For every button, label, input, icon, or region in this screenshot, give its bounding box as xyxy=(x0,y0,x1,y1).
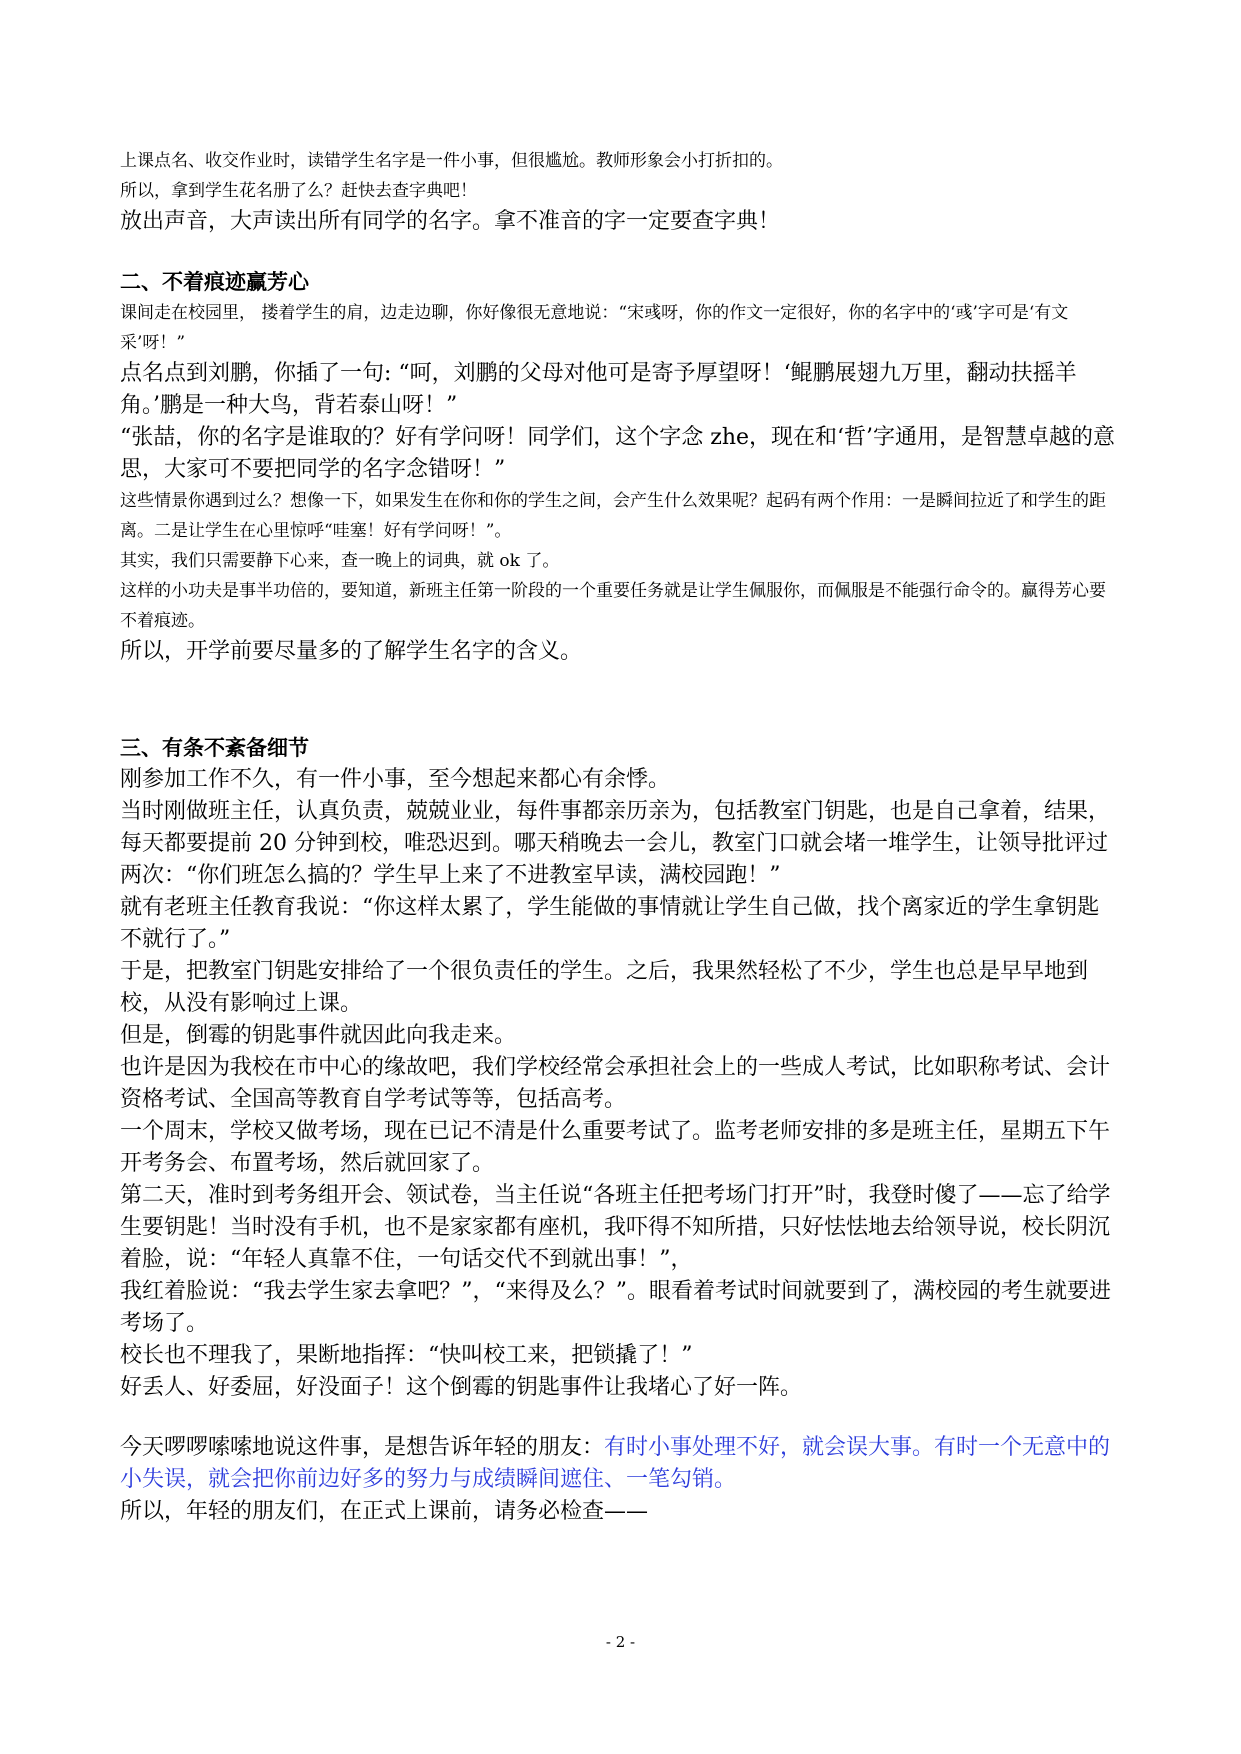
spacer xyxy=(120,238,1120,266)
paragraph: 但是，倒霉的钥匙事件就因此向我走来。 xyxy=(120,1023,517,1048)
paragraph: 所以，年轻的朋友们，在正式上课前，请务必检查—— xyxy=(120,1499,649,1524)
paragraph: 第二天，准时到考务组开会、领试卷，当主任说“各班主任把考场门打开”时，我登时傻了——忘了给学生要钥匙！当时没有手机，也不是家家都有座机，我吓得不知所措，只好怯怯地去给领导说，校长阴沉着脸，说：“年轻人真靠不住，一句话交代不到就出事！”， xyxy=(120,1183,1111,1272)
paragraph: 上课点名、收交作业时，读错学生名字是一件小事，但很尴尬。教师形象会小打折扣的。 xyxy=(120,151,783,171)
paragraph: 刚参加工作不久，有一件小事，至今想起来都心有余悸。 xyxy=(120,767,671,792)
section-heading: 三、有条不紊备细节 xyxy=(120,735,309,760)
paragraph: 其实，我们只需要静下心来，查一晚上的词典，就 ok 了。 xyxy=(120,551,560,571)
paragraph: 当时刚做班主任，认真负责，兢兢业业，每件事都亲历亲为，包括教室门钥匙，也是自己拿着，结果，每天都要提前 20 分钟到校，唯恐迟到。哪天稍晚去一会儿，教室门口就会堵一堆学生，让领导批评过两次：“你们班怎么搞的？学生早上来了不进教室早读，满校园跑！” xyxy=(120,799,1111,888)
paragraph: 课间走在校园里， 搂着学生的肩，边走边聊，你好像很无意地说：“宋彧呀，你的作文一定很好，你的名字中的‘彧’字可是‘有文采’呀！” xyxy=(120,303,1069,353)
paragraph: 放出声音，大声读出所有同学的名字。拿不准音的字一定要查字典！ xyxy=(120,209,781,234)
paragraph-with-highlight xyxy=(120,1432,1120,1496)
spacer xyxy=(120,1404,1120,1432)
paragraph: 也许是因为我校在市中心的缘故吧，我们学校经常会承担社会上的一些成人考试，比如职称考试、会计资格考试、全国高等教育自学考试等等，包括高考。 xyxy=(120,1055,1111,1112)
paragraph-intro: 今天啰啰嗦嗦地说这件事，是想告诉年轻的朋友： xyxy=(120,1435,605,1460)
section-heading: 二、不着痕迹赢芳心 xyxy=(120,269,309,294)
paragraph: 于是，把教室门钥匙安排给了一个很负责任的学生。之后，我果然轻松了不少，学生也总是早早地到校，从没有影响过上课。 xyxy=(120,959,1089,1016)
spacer xyxy=(120,668,1120,732)
highlighted-text: 有时小事处理不好，就会误大事。有时一个无意中的小失误，就会把你前边好多的努力与成绩瞬间遮住、一笔勾销。 xyxy=(120,1435,1111,1492)
paragraph: “张喆，你的名字是谁取的？好有学问呀！同学们，这个字念 zhe，现在和‘哲’字通用，是智慧卓越的意思，大家可不要把同学的名字念错呀！” xyxy=(120,425,1116,482)
page-number: - 2 - xyxy=(605,1633,636,1651)
paragraph: 点名点到刘鹏，你插了一句: “呵，刘鹏的父母对他可是寄予厚望呀！‘鲲鹏展翅九万里，翻动扶摇羊角。’鹏是一种大鸟，背若泰山呀！” xyxy=(120,361,1077,418)
paragraph: 一个周末，学校又做考场，现在已记不清是什么重要考试了。监考老师安排的多是班主任，星期五下午开考务会、布置考场，然后就回家了。 xyxy=(120,1119,1111,1176)
paragraph: 这样的小功夫是事半功倍的，要知道，新班主任第一阶段的一个重要任务就是让学生佩服你，而佩服是不能强行命令的。赢得芳心要不着痕迹。 xyxy=(120,581,1106,631)
paragraph: 我红着脸说：“我去学生家去拿吧？”，“来得及么？”。眼看着考试时间就要到了，满校园的考生就要进考场了。 xyxy=(120,1279,1111,1336)
paragraph: 校长也不理我了，果断地指挥：“快叫校工来，把锁撬了！” xyxy=(120,1343,693,1368)
paragraph: 所以，开学前要尽量多的了解学生名字的含义。 xyxy=(120,639,583,664)
paragraph: 所以，拿到学生花名册了么？赶快去查字典吧！ xyxy=(120,181,477,201)
document-body xyxy=(120,146,1120,1528)
paragraph: 就有老班主任教育我说：“你这样太累了，学生能做的事情就让学生自己做，找个离家近的学生拿钥匙不就行了。” xyxy=(120,895,1100,952)
paragraph: 这些情景你遇到过么？想像一下，如果发生在你和你的学生之间，会产生什么效果呢？起码有两个作用：一是瞬间拉近了和学生的距离。二是让学生在心里惊呼“哇塞！好有学问呀！”。 xyxy=(120,491,1106,541)
paragraph: 好丢人、好委屈，好没面子！这个倒霉的钥匙事件让我堵心了好一阵。 xyxy=(120,1375,803,1400)
